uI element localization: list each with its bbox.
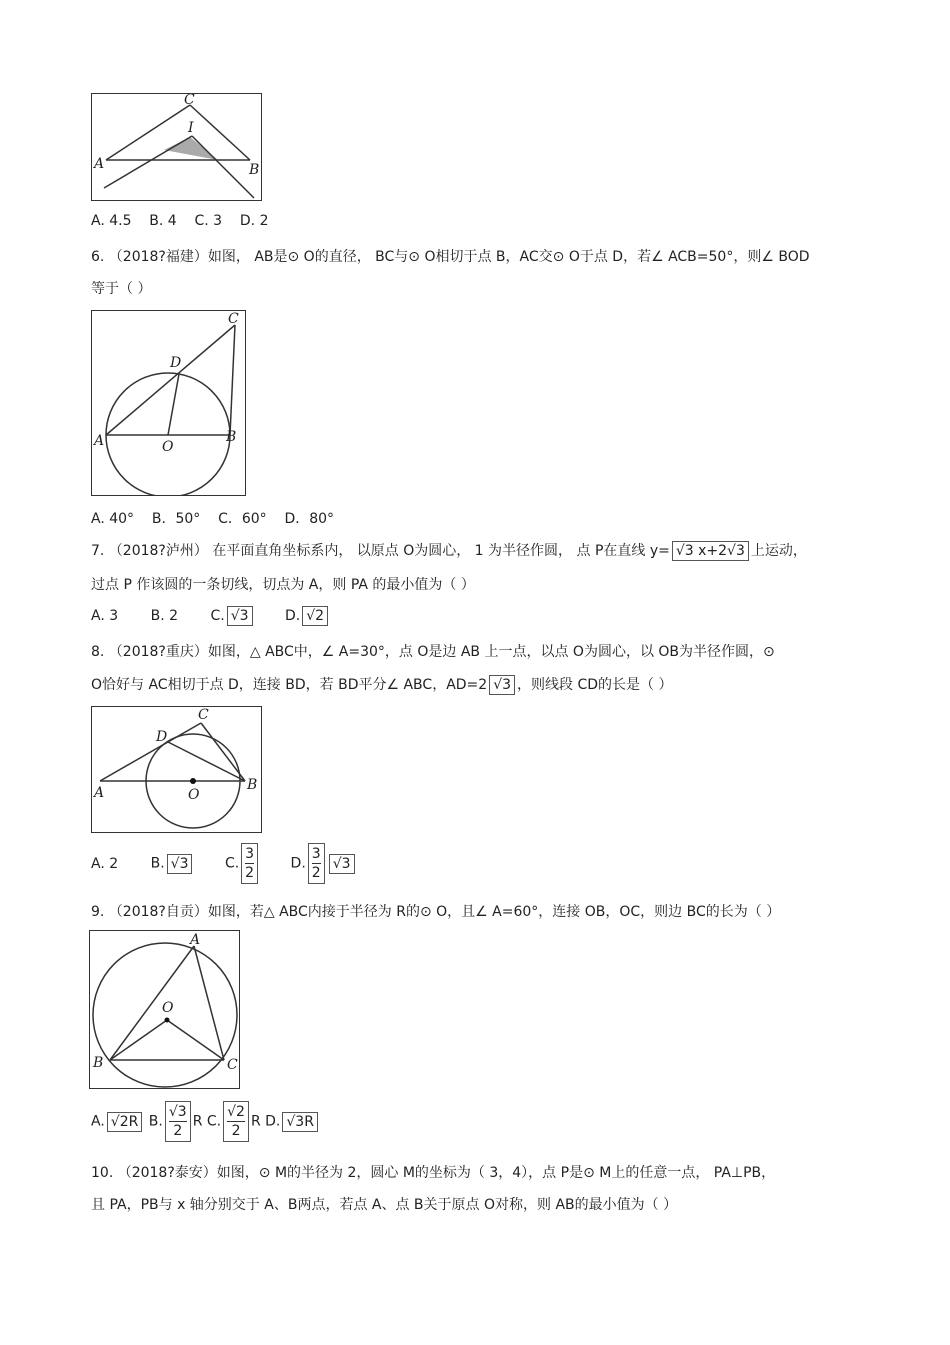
q8-option-d-label: D. [290, 855, 306, 872]
q9-option-b-fraction: $\frac{√3}{2}$ [165, 1101, 191, 1142]
label-a: A [94, 433, 105, 449]
q7-stem-line1 [91, 540, 807, 561]
q9-options [91, 1101, 320, 1142]
q8-option-b-radical: √3 [167, 854, 193, 874]
q5-figure [91, 93, 262, 201]
q9-option-b-tail: R [192, 1113, 203, 1130]
q8-options [91, 843, 357, 884]
q9-figure [89, 930, 240, 1089]
q6-figure [91, 310, 246, 496]
q7-text-b: 上运动， [750, 543, 807, 559]
q8-option-c-fraction: $\frac{3}{2}$ [241, 843, 258, 884]
q8-stem-line2 [91, 674, 672, 695]
q9-option-c-label: C. [206, 1113, 222, 1130]
q10-stem-line2: 且 PA，PB与 x 轴分别交于 A、B两点，若点 A、点 B关于原点 O对称，则 AB的最小值为（ ） [91, 1197, 678, 1213]
label-a: A [190, 932, 201, 948]
q8-option-b-label: B. [150, 855, 165, 872]
q7-option-b: B. 2 [150, 608, 179, 624]
label-c: C [184, 94, 195, 108]
q10-stem-line1: 10. （2018?泰安）如图，⊙ M的半径为 2，圆心 M的坐标为（ 3，4），点 P是⊙ M上的任意一点， PA⊥PB， [91, 1165, 776, 1181]
q9-stem-line1: 9. （2018?自贡）如图，若△ ABC内接于半径为 R的⊙ O，且∠ A=60°，连接 OB，OC，则边 BC的长为（ ） [91, 904, 781, 920]
q9-option-a-radical: √2R [107, 1112, 143, 1132]
q8-figure [91, 706, 262, 833]
label-d: D [156, 729, 168, 745]
q8-text-b: ，则线段 CD的长是（ ） [517, 677, 673, 693]
q7-option-d-label: D. [284, 608, 301, 624]
q9-option-d-label: D. [265, 1113, 281, 1130]
q8-text-a: O恰好与 AC相切于点 D，连接 BD，若 BD平分∠ ABC，AD=2 [91, 677, 488, 693]
q7-option-c-label: C. [210, 608, 225, 624]
q8-option-d-radical: √3 [329, 854, 355, 874]
label-c: C [228, 311, 239, 327]
q8-radical: √3 [489, 675, 515, 695]
q5-options: A. 4.5 B. 4 C. 3 D. 2 [91, 213, 269, 229]
q7-option-d-radical: √2 [302, 606, 328, 626]
label-o: O [162, 1000, 174, 1016]
label-o: O [162, 439, 174, 455]
label-o: O [188, 787, 200, 803]
label-c: C [227, 1057, 238, 1073]
q7-text-a: 7. （2018?泸州） 在平面直角坐标系内， 以原点 O为圆心， 1 为半径作圆， 点 P在直线 y= [91, 543, 670, 559]
label-b: B [247, 777, 258, 793]
q6-options: A. 40° B．50° C．60° D．80° [91, 511, 335, 527]
q8-option-a: A. 2 [91, 855, 119, 872]
q9-option-c-tail: R [250, 1113, 261, 1130]
q9-option-c-fraction: $\frac{√2}{2}$ [223, 1101, 249, 1142]
label-b: B [226, 429, 237, 445]
q8-option-c-label: C. [224, 855, 240, 872]
q7-option-c-radical: √3 [227, 606, 253, 626]
q7-option-a: A. 3 [91, 608, 119, 624]
q8-stem-line1: 8. （2018?重庆）如图，△ ABC中，∠ A=30°，点 O是边 AB 上一点，以点 O为圆心，以 OB为半径作圆，⊙ [91, 644, 775, 660]
q9-option-b-label: B. [148, 1113, 163, 1130]
label-a: A [94, 785, 105, 801]
label-d: D [170, 355, 182, 371]
q8-option-d-fraction: $\frac{3}{2}$ [308, 843, 325, 884]
label-c: C [198, 707, 209, 723]
q9-option-d-radical: √3R [282, 1112, 318, 1132]
label-b: B [249, 162, 260, 178]
label-a: A [94, 156, 105, 172]
q9-option-a-label: A. [91, 1113, 105, 1130]
q7-radical-expression: √3 x+2√3 [672, 541, 749, 561]
q7-options [91, 606, 330, 626]
q6-stem-line2: 等于（ ） [91, 281, 152, 297]
label-b: B [93, 1055, 104, 1071]
q7-stem-line2: 过点 P 作该圆的一条切线，切点为 A，则 PA 的最小值为（ ） [91, 577, 475, 593]
label-i: I [188, 120, 194, 136]
q6-stem-line1: 6. （2018?福建）如图， AB是⊙ O的直径， BC与⊙ O相切于点 B，AC交⊙ O于点 D，若∠ ACB=50°，则∠ BOD [91, 249, 810, 265]
